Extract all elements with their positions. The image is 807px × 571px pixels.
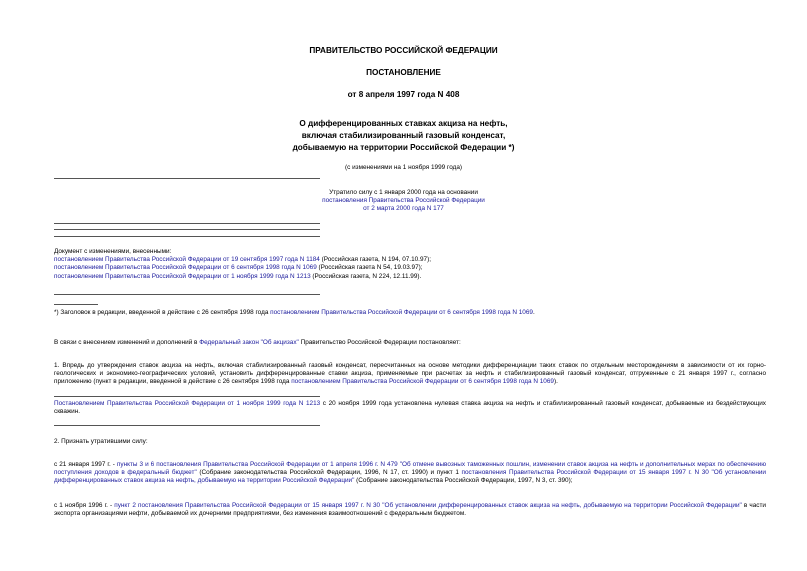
footnote-end: . — [532, 309, 535, 316]
title-line: добываемую на территории Российской Федерации *) — [292, 143, 515, 152]
changes-intro: Документ с изменениями, внесенными: — [54, 248, 172, 255]
preamble — [54, 339, 774, 347]
divider — [54, 236, 320, 237]
repeal-text: Утратило силу с 1 января 2000 года на основании — [329, 189, 478, 196]
repealed-item-2 — [54, 502, 766, 518]
divider — [54, 425, 320, 426]
title-line: О дифференцированных ставках акциза на нефть, — [299, 119, 508, 128]
item-text: с 1 ноября 1996 г. - — [54, 502, 115, 509]
title-line: включая стабилизированный газовый конденсат, — [301, 131, 506, 140]
change-link[interactable]: постановлением Правительства Российской Федерации от 6 сентября 1998 года N 1069 — [54, 264, 317, 272]
zero-rate-note — [54, 400, 766, 416]
amendments-note: (с изменениями на 1 ноября 1999 года) — [344, 164, 463, 171]
item-link[interactable]: постановления Правительства Российской Федерации от 15 января 1997 г. N 30 "Об установлении дифференцированных ставок акциза на нефть, добываемую на территории Российской Федерации" — [54, 469, 766, 485]
divider — [54, 294, 320, 295]
preamble-text-end: Правительство Российской Федерации постановляет: — [298, 339, 461, 346]
list-item — [54, 264, 754, 272]
doc-date: от 8 апреля 1997 года N 408 — [347, 90, 460, 99]
divider — [54, 223, 320, 224]
repeal-link[interactable]: постановления Правительства Российской Федерации — [322, 197, 485, 205]
change-link[interactable]: постановлением Правительства Российской Федерации от 1 ноября 1999 года N 1213 — [54, 272, 311, 280]
item-text: с 21 января 1997 г. - — [54, 461, 117, 468]
item-text: (Собрание законодательства Российской Федерации, 1997, N 3, ст. 390); — [354, 477, 573, 485]
changes-list — [54, 248, 754, 281]
footnote-text: *) Заголовок в редакции, введенной в действие с 26 сентября 1998 года — [54, 309, 271, 316]
note-text: с 20 ноября 1999 года установлена нулевая ставка акциза на нефть и стабилизированный газовый конденсат, добываемые из бездействующих скважин. — [54, 400, 766, 416]
doc-type: ПОСТАНОВЛЕНИЕ — [366, 68, 441, 77]
repeal-link-date[interactable]: от 2 марта 2000 года N 177 — [363, 205, 444, 213]
paragraph-link[interactable]: постановлением Правительства Российской Федерации от 6 сентября 1998 года N 1069 — [291, 378, 554, 386]
item-text: в части экспорта организациями нефти, добываемой их дочерними предприятиями, без изменения взаимоотношений с федеральным бюджетом. — [54, 502, 766, 518]
preamble-text: В связи с внесением изменений и дополнений в — [54, 339, 200, 346]
paragraph-1 — [54, 362, 766, 387]
government-title: ПРАВИТЕЛЬСТВО РОССИЙСКОЙ ФЕДЕРАЦИИ — [309, 46, 498, 55]
divider — [54, 396, 320, 397]
footnote — [54, 309, 774, 317]
paragraph-end: ). — [553, 378, 558, 386]
change-source: (Российская газета N 54, 19.03.97); — [316, 264, 423, 272]
change-source: (Российская газета, N 194, 07.10.97); — [319, 256, 431, 264]
divider — [54, 229, 320, 230]
repealed-item-1 — [54, 461, 766, 486]
paragraph-text: 1. Впредь до утверждения ставок акциза на нефть, включая стабилизированный газовый конденсат, пересчитанных на основе методики дифференциации таких ставок по отдельным месторождениям в зависимости от их горно-геологических и экономико-географических условий, установить дифференцированные ставки акциза, применяемые при расчетах за нефть и стабилизированный газовый конденсат, отгруженные с 21 января 1997 г., согласно приложению (пункт в редакции, введенной в действие с 26 сентября 1998 года — [54, 362, 766, 386]
item-link[interactable]: пункт 2 постановления Правительства Российской Федерации от 15 января 1997 г. N 30 "Об установлении дифференцированных ставок акциза на нефть, добываемую на территории Российской Федерации" — [114, 502, 742, 509]
paragraph-2-heading: 2. Признать утратившими силу: — [54, 438, 148, 445]
doc-title — [0, 118, 807, 154]
law-link[interactable]: Федеральный закон "Об акцизах" — [199, 339, 299, 346]
item-link[interactable]: пункты 3 и 6 постановления Правительства Российской Федерации от 1 апреля 1996 г. N 479 "Об отмене вывозных таможенных пошлин, изменении ставок акциза на нефть и дополнительных мерах по обеспечению поступления доходов в федеральный бюджет" — [54, 461, 767, 477]
note-link[interactable]: Постановлением Правительства Российской Федерации от 1 ноября 1999 года N 1213 — [54, 400, 321, 407]
repeal-notice — [0, 189, 807, 214]
footnote-rule — [54, 304, 98, 305]
change-link[interactable]: постановлением Правительства Российской Федерации от 19 сентября 1997 года N 1184 — [54, 256, 320, 264]
footnote-link[interactable]: постановлением Правительства Российской Федерации от 6 сентября 1998 года N 1069 — [270, 309, 533, 316]
item-text: (Собрание законодательства Российской Федерации, 1996, N 17, ст. 1990) и пункт 1 — [196, 469, 462, 477]
list-item — [54, 273, 754, 281]
change-source: (Российская газета, N 224, 12.11.99). — [310, 272, 422, 280]
divider — [54, 178, 320, 179]
